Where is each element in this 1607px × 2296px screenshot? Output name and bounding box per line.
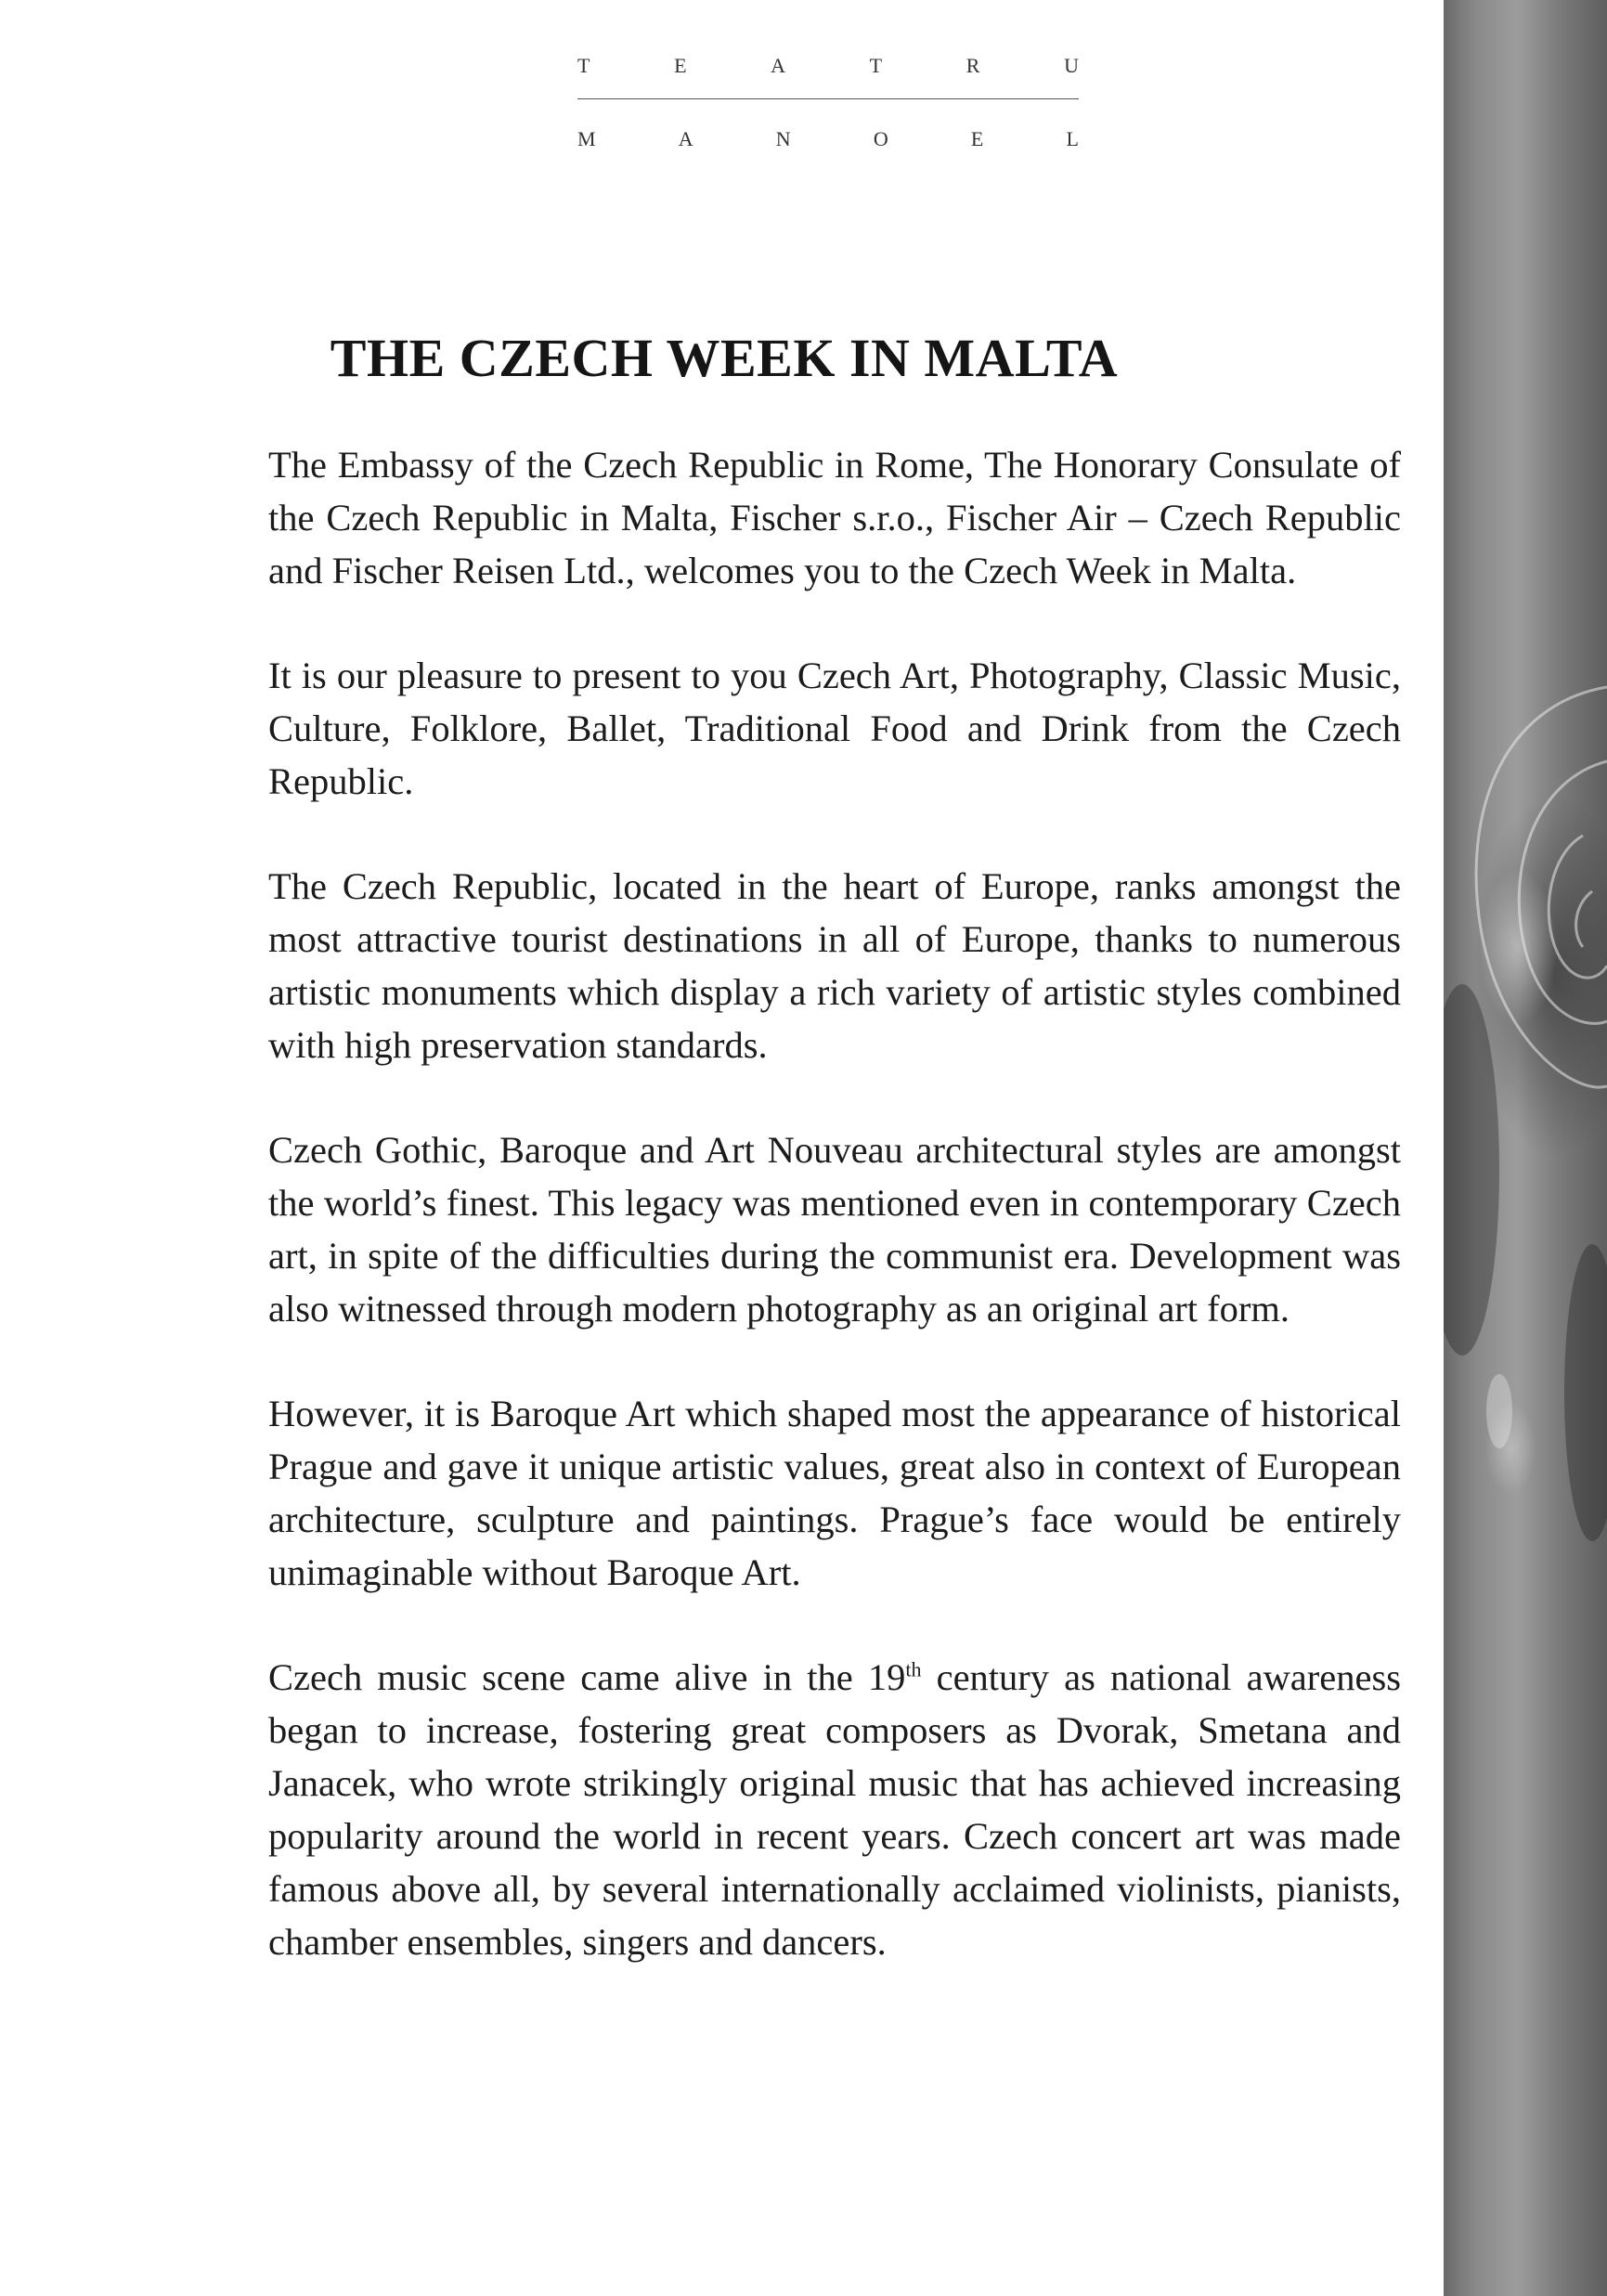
paragraph-architecture: Czech Gothic, Baroque and Art Nouveau architectural styles are amongst the world’s finest. This legacy was mentioned even in contemporary Czech art, in spite of the difficulties during the communist era. Development was also witnessed through modern photography as an original art form.: [268, 1129, 1401, 1330]
paragraph-program: It is our pleasure to present to you Czech Art, Photography, Classic Music, Culture, Folklore, Ballet, Traditional Food and Drink from the Czech Republic.: [268, 655, 1401, 802]
paragraph-baroque: However, it is Baroque Art which shaped most the appearance of historical Prague and gave it unique artistic values, great also in context of European architecture, sculpture and paintings. Prague’s face would be entirely unimaginable without Baroque Art.: [268, 1393, 1401, 1593]
music-text-start: Czech music scene came alive in the 19: [268, 1656, 906, 1698]
body-text: [268, 438, 1401, 2020]
logo-letter: A: [678, 127, 693, 150]
logo-letter: U: [1064, 54, 1079, 77]
logo-letter: O: [873, 127, 888, 150]
paragraph-destination: The Czech Republic, located in the heart of Europe, ranks amongst the most attractive tourist destinations in all of Europe, thanks to numerous artistic monuments which display a rich variety of artistic styles combined with high preservation standards.: [268, 865, 1401, 1066]
teatru-manoel-logo: [577, 54, 1079, 151]
logo-letter: T: [577, 54, 590, 77]
logo-divider: [577, 98, 1079, 99]
logo-letter: E: [674, 54, 687, 77]
logo-letter: A: [771, 54, 786, 77]
logo-letter: T: [869, 54, 883, 77]
logo-line-manoel: [577, 127, 1079, 151]
decorative-violin-strip: [1444, 0, 1607, 2296]
logo-letter: L: [1066, 127, 1079, 150]
violin-scroll-icon: [1444, 0, 1607, 2296]
ordinal-suffix: th: [905, 1657, 922, 1681]
paragraph-welcome: The Embassy of the Czech Republic in Rome, The Honorary Consulate of the Czech Republic in Malta, Fischer s.r.o., Fischer Air – Czech Republic and Fischer Reisen Ltd., welcomes you to the Czech Week in Malta.: [268, 444, 1401, 591]
logo-letter: N: [775, 127, 791, 150]
logo-letter: E: [970, 127, 984, 150]
logo-letter: M: [577, 127, 596, 150]
music-text-end: century as national awareness began to increase, fostering great composers as Dvorak, Smetana and Janacek, who wrote strikingly original music that has achieved increasing popularity around the world in recent years. Czech concert art was made famous above all, by several internationally acclaimed violinists, pianists, chamber ensembles, singers and dancers.: [268, 1656, 1401, 1963]
logo-line-teatru: [577, 54, 1079, 78]
paragraph-music: [268, 1651, 1401, 1968]
logo-letter: R: [965, 54, 980, 77]
page-title: THE CZECH WEEK IN MALTA: [330, 328, 1119, 388]
